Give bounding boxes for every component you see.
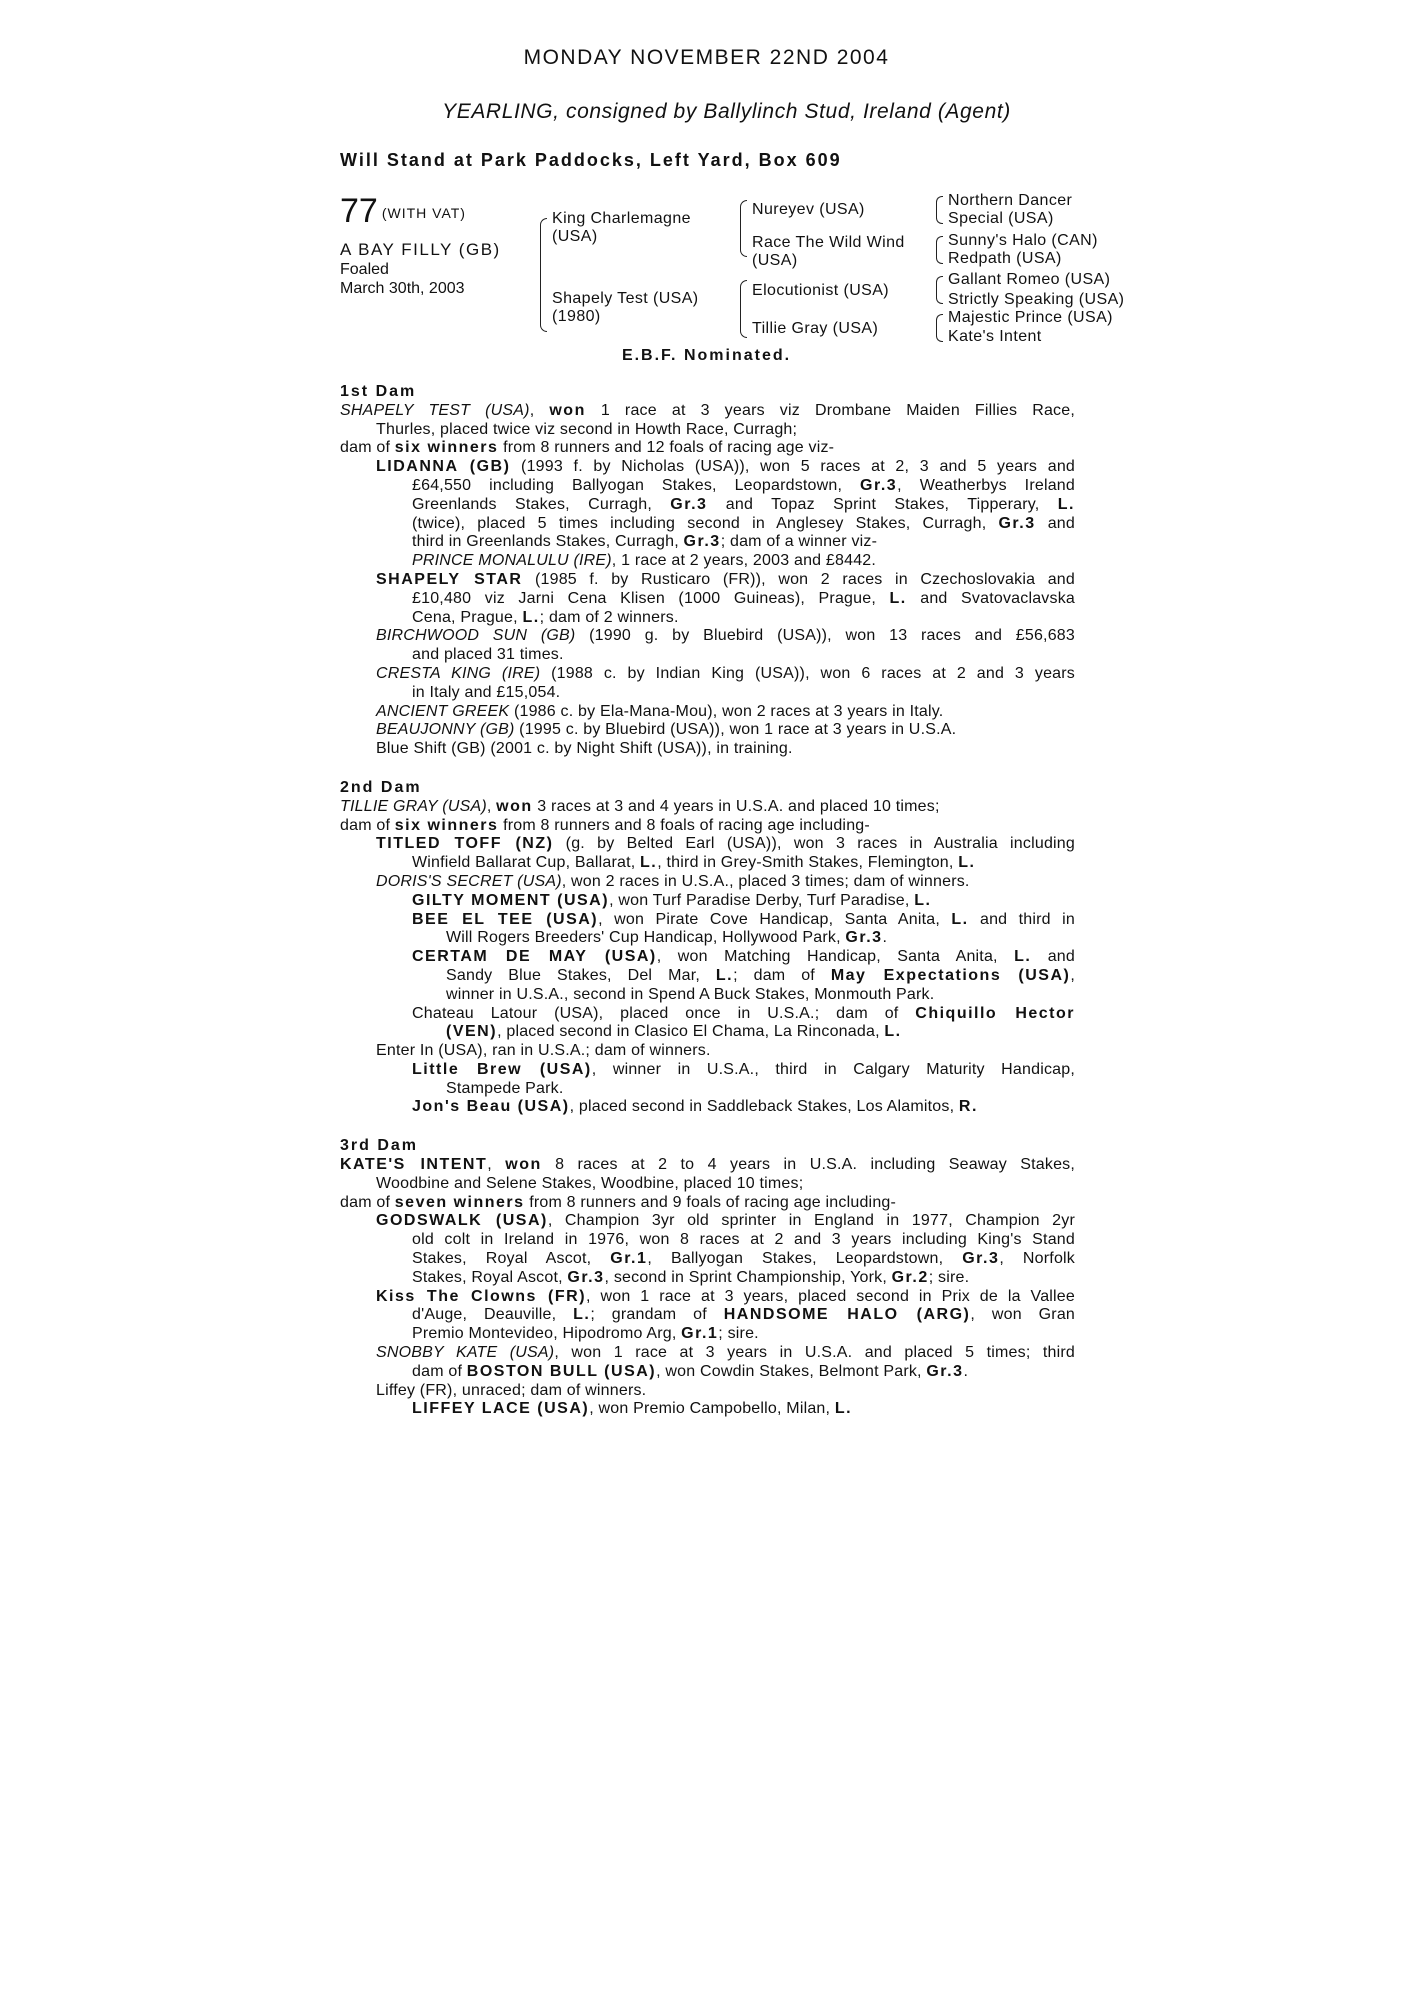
pedigree-line (340, 929, 1075, 948)
bold-text: GODSWALK (USA) (376, 1212, 548, 1230)
text-run: from 8 runners and 12 foals of racing age viz- (498, 439, 835, 457)
text-run: Cena, Prague, (412, 608, 523, 626)
pedigree-line (340, 1042, 1075, 1061)
bold-text: L. (951, 910, 969, 928)
bold-text: Gr.3 (845, 929, 883, 947)
sire-origin: (USA) (552, 228, 598, 245)
text-run: in Italy and £15,054. (412, 683, 561, 701)
pedigree-brace (540, 218, 547, 332)
bold-text: HANDSOME HALO (ARG) (723, 1306, 971, 1324)
bold-text: Gr.3 (670, 495, 708, 513)
bold-text: KATE'S INTENT (340, 1156, 488, 1174)
italic-text: SHAPELY TEST (USA) (340, 401, 530, 419)
text-run: dam of (340, 439, 395, 457)
bold-text: L. (573, 1306, 591, 1324)
text-run: , won Matching Handicap, Santa Anita, (656, 948, 1015, 966)
text-run: , Ballyogan Stakes, Leopardstown, (647, 1250, 963, 1268)
bold-text: SHAPELY STAR (376, 570, 523, 588)
pedigree-line (340, 1061, 1075, 1080)
pedigree-line (340, 721, 1075, 740)
pedigree-line (340, 1231, 1075, 1250)
text-run: from 8 runners and 8 foals of racing age including- (498, 816, 870, 834)
pedigree-line (340, 1363, 1075, 1382)
bold-text: May Expectations (USA) (830, 966, 1071, 984)
dam-section (340, 383, 1075, 759)
ebf-nominated: E.B.F. Nominated. (621, 347, 792, 364)
italic-text: ANCIENT GREEK (376, 702, 510, 720)
bold-text: CERTAM DE MAY (USA) (412, 948, 657, 966)
pedigree-line (340, 703, 1075, 722)
pedigree-line (340, 892, 1075, 911)
bold-text: TITLED TOFF (NZ) (376, 835, 554, 853)
pedigree-brace (936, 314, 943, 342)
text-run: dam of (412, 1362, 467, 1380)
pedigree-line (340, 1080, 1075, 1099)
text-run: Thurles, placed twice viz second in Howth Race, Curragh; (376, 420, 798, 438)
text-run: (1990 g. by Bluebird (USA)), won 13 races and £56,683 (575, 627, 1075, 645)
text-run: Liffey (FR), unraced; dam of winners. (376, 1381, 647, 1399)
text-run: and third in (968, 910, 1076, 928)
bold-text: won (496, 797, 533, 815)
bold-text: GILTY MOMENT (USA) (412, 891, 610, 909)
text-run: (1986 c. by Ela-Mana-Mou), won 2 races at 3 years in Italy. (509, 702, 944, 720)
consignment-line: YEARLING, consigned by Ballylinch Stud, Ireland (Agent) (442, 100, 1011, 123)
bold-text: seven winners (394, 1193, 525, 1211)
pedigree-line (340, 571, 1075, 590)
italic-text: SNOBBY KATE (USA) (376, 1344, 555, 1362)
pedigree-line (340, 854, 1075, 873)
text-run: and Topaz Sprint Stakes, Tipperary, (707, 495, 1058, 513)
text-run: ; dam of (733, 966, 831, 984)
text-run: Woodbine and Selene Stakes, Woodbine, placed 10 times; (376, 1174, 804, 1192)
bold-text: Gr.3 (860, 476, 898, 494)
pedigree-line (340, 798, 1075, 817)
text-run: 1 race at 3 years viz Drombane Maiden Fillies Race, (585, 401, 1075, 419)
dam-year: (1980) (552, 308, 601, 325)
text-run: , Norfolk (999, 1250, 1076, 1268)
pedigree-brace (740, 280, 747, 338)
bold-text: R. (958, 1098, 978, 1116)
dam-name: Shapely Test (USA) (552, 290, 699, 307)
text-run: , (1070, 966, 1075, 984)
bold-text: L. (1014, 948, 1032, 966)
italic-text: BEAUJONNY (GB) (376, 721, 515, 739)
sire-name: King Charlemagne (552, 210, 691, 227)
text-run: , second in Sprint Championship, York, (604, 1268, 892, 1286)
text-run: , (487, 1156, 506, 1174)
text-run: (twice), placed 5 times including second in Anglesey Stakes, Curragh, (412, 514, 999, 532)
pedigree-line (340, 1098, 1075, 1117)
pedigree-line (340, 609, 1075, 628)
foaled-date: March 30th, 2003 (340, 280, 465, 297)
text-run: ; dam of 2 winners. (539, 608, 679, 626)
pedigree-g3: Gallant Romeo (USA) (948, 271, 1111, 288)
text-run: Stampede Park. (446, 1079, 564, 1097)
text-run: , Weatherbys Ireland (897, 476, 1075, 494)
lot-number-block (340, 192, 466, 231)
pedigree-g3: Special (USA) (948, 210, 1054, 227)
text-run: Stakes, Royal Ascot, (412, 1250, 611, 1268)
text-run: , placed second in Clasico El Chama, La Rinconada, (497, 1023, 885, 1041)
text-run: (1988 c. by Indian King (USA)), won 6 races at 2 and 3 years (540, 664, 1075, 682)
pedigree-g3: Kate's Intent (948, 328, 1042, 345)
bold-text: (VEN) (446, 1023, 498, 1041)
foaled-label: Foaled (340, 261, 389, 278)
bold-text: Gr.2 (891, 1268, 929, 1286)
text-run: winner in U.S.A., second in Spend A Buck Stakes, Monmouth Park. (446, 985, 935, 1003)
bold-text: Gr.3 (998, 514, 1036, 532)
bold-text: Gr.3 (567, 1268, 605, 1286)
pedigree-sire-dam (752, 234, 905, 270)
pedigree-dam-dam: Tillie Gray (USA) (752, 320, 879, 337)
bold-text: six winners (394, 816, 499, 834)
text-run: , won Pirate Cove Handicap, Santa Anita, (598, 910, 952, 928)
bold-text: BOSTON BULL (USA) (466, 1362, 657, 1380)
pedigree-line (340, 1325, 1075, 1344)
bold-text: six winners (394, 439, 499, 457)
bold-text: Gr.3 (926, 1362, 964, 1380)
text-run: , (486, 797, 497, 815)
bold-text: L. (889, 589, 907, 607)
text-run: d'Auge, Deauville, (412, 1306, 574, 1324)
text-run: dam of (340, 1193, 395, 1211)
text-run: Winfield Ballarat Cup, Ballarat, (412, 854, 641, 872)
bold-text: won (549, 401, 586, 419)
text-run: , won Premio Campobello, Milan, (589, 1400, 835, 1418)
text-run: dam of (340, 816, 395, 834)
pedigree-line (340, 911, 1075, 930)
text-run: Chateau Latour (USA), placed once in U.S.A.; dam of (412, 1004, 916, 1022)
text-run: , won Gran (970, 1306, 1076, 1324)
text-run: (1993 f. by Nicholas (USA)), won 5 races at 2, 3 and 5 years and (510, 458, 1076, 476)
pedigree-line (340, 1288, 1075, 1307)
sire-dam-origin: (USA) (752, 252, 798, 269)
italic-text: CRESTA KING (IRE) (376, 664, 541, 682)
text-run: and placed 31 times. (412, 646, 564, 664)
text-run: , won 1 race at 3 years in U.S.A. and placed 5 times; third (554, 1344, 1075, 1362)
text-run: , third in Grey-Smith Stakes, Flemington, (657, 854, 959, 872)
pedigree-line (340, 684, 1075, 703)
text-run: and (1035, 514, 1075, 532)
text-run: , won 2 races in U.S.A., placed 3 times; dam of winners. (561, 872, 970, 890)
pedigree-dam (552, 290, 699, 326)
text-run: , won 1 race at 3 years, placed second in Prix de la Vallee (586, 1287, 1076, 1305)
bold-text: L. (1057, 495, 1075, 513)
text-run: , winner in U.S.A., third in Calgary Maturity Handicap, (591, 1060, 1075, 1078)
pedigree-line (340, 1306, 1075, 1325)
pedigree-line (340, 1400, 1075, 1419)
dam-section (340, 1137, 1075, 1419)
bold-text: L. (522, 608, 540, 626)
text-run: Stakes, Royal Ascot, (412, 1268, 568, 1286)
bold-text: L. (834, 1400, 853, 1418)
text-run: and (1031, 948, 1075, 966)
pedigree-line (340, 477, 1075, 496)
bold-text: Gr.1 (610, 1250, 648, 1268)
pedigree-line (340, 402, 1075, 421)
bold-text: L. (884, 1023, 902, 1041)
pedigree-sire (552, 210, 691, 246)
text-run: (1985 f. by Rusticaro (FR)), won 2 races in Czechoslovakia and (522, 570, 1076, 588)
pedigree-line (340, 1194, 1075, 1213)
pedigree-line (340, 1382, 1075, 1401)
italic-text: TILLIE GRAY (USA) (340, 797, 487, 815)
text-run: and Svatovaclavska (906, 589, 1075, 607)
bold-text: BEE EL TEE (USA) (412, 910, 599, 928)
pedigree-brace (936, 276, 943, 304)
pedigree-g3: Majestic Prince (USA) (948, 309, 1113, 326)
text-run: from 8 runners and 9 foals of racing age including- (524, 1193, 897, 1211)
text-run: , Champion 3yr old sprinter in England in 1977, Champion 2yr (547, 1212, 1075, 1230)
sale-date: MONDAY NOVEMBER 22ND 2004 (523, 46, 890, 69)
bold-text: Little Brew (USA) (412, 1060, 592, 1078)
pedigree-g3: Northern Dancer (948, 192, 1073, 209)
text-run: Enter In (USA), ran in U.S.A.; dam of winners. (376, 1042, 711, 1060)
pedigree-line (340, 873, 1075, 892)
pedigree-line (340, 1269, 1075, 1288)
pedigree-line (340, 627, 1075, 646)
pedigree-line (340, 986, 1075, 1005)
pedigree-line (340, 1005, 1075, 1024)
text-run: , (529, 401, 550, 419)
pedigree-g3: Sunny's Halo (CAN) (948, 232, 1098, 249)
horse-description: A BAY FILLY (GB) (340, 240, 501, 259)
text-run: ; sire. (928, 1268, 970, 1286)
pedigree-line (340, 533, 1075, 552)
pedigree-line (340, 552, 1075, 571)
pedigree-line (340, 948, 1075, 967)
pedigree-g3: Strictly Speaking (USA) (948, 291, 1125, 308)
text-run: , won Turf Paradise Derby, Turf Paradise, (609, 891, 915, 909)
bold-text: Jon's Beau (USA) (412, 1098, 570, 1116)
catalogue-body (340, 383, 1075, 1419)
pedigree-line (340, 515, 1075, 534)
text-run: 8 races at 2 to 4 years in U.S.A. including Seaway Stakes, (541, 1156, 1076, 1174)
text-run: Sandy Blue Stakes, Del Mar, (446, 966, 716, 984)
bold-text: Kiss The Clowns (FR) (376, 1287, 587, 1305)
text-run: , 1 race at 2 years, 2003 and £8442. (611, 552, 877, 570)
pedigree-line (340, 1250, 1075, 1269)
pedigree-brace (936, 236, 943, 264)
pedigree-line (340, 1344, 1075, 1363)
pedigree-line (340, 1156, 1075, 1175)
section-heading: 2nd Dam (340, 778, 422, 796)
bold-text: won (505, 1156, 542, 1174)
text-run: Premio Montevideo, Hipodromo Arg, (412, 1325, 682, 1343)
pedigree-line (340, 665, 1075, 684)
pedigree-line (340, 496, 1075, 515)
text-run: , placed second in Saddleback Stakes, Los Alamitos, (569, 1098, 959, 1116)
section-heading: 1st Dam (340, 383, 417, 400)
pedigree-line (340, 458, 1075, 477)
bold-text: L. (958, 854, 976, 872)
bold-text: Gr.3 (683, 533, 721, 551)
italic-text: DORIS'S SECRET (USA) (376, 872, 562, 890)
text-run: ; sire. (718, 1325, 759, 1343)
vat-note: (WITH VAT) (381, 205, 466, 222)
pedigree-dam-sire: Elocutionist (USA) (752, 282, 890, 299)
pedigree-line (340, 439, 1075, 458)
text-run: . (963, 1362, 969, 1380)
text-run: ; dam of a winner viz- (720, 533, 878, 551)
text-run: (1995 c. by Bluebird (USA)), won 1 race at 3 years in U.S.A. (514, 721, 957, 739)
pedigree-line (340, 1175, 1075, 1194)
bold-text: Gr.1 (681, 1325, 719, 1343)
text-run: £64,550 including Ballyogan Stakes, Leopardstown, (412, 476, 861, 494)
bold-text: L. (715, 966, 734, 984)
pedigree-sire-sire: Nureyev (USA) (752, 201, 865, 218)
lot-number: 77 (340, 192, 378, 230)
bold-text: L. (640, 854, 658, 872)
text-run: 3 races at 3 and 4 years in U.S.A. and placed 10 times; (532, 797, 940, 815)
section-heading: 3rd Dam (340, 1137, 419, 1155)
text-run: ; grandam of (590, 1306, 724, 1324)
sire-dam-name: Race The Wild Wind (752, 234, 905, 251)
pedigree-line (340, 1212, 1075, 1231)
text-run: £10,480 viz Jarni Cena Klisen (1000 Guineas), Prague, (412, 589, 890, 607)
text-run: old colt in Ireland in 1976, won 8 races at 2 and 3 years including King's Stand (412, 1231, 1075, 1249)
bold-text: L. (914, 891, 932, 909)
pedigree-line (340, 421, 1075, 440)
pedigree-line (340, 646, 1075, 665)
bold-text: LIFFEY LACE (USA) (412, 1400, 590, 1418)
dam-section (340, 779, 1075, 1117)
pedigree-line (340, 740, 1075, 759)
pedigree-brace (740, 200, 747, 257)
text-run: Will Rogers Breeders' Cup Handicap, Hollywood Park, (446, 929, 846, 947)
stand-location: Will Stand at Park Paddocks, Left Yard, Box 609 (340, 150, 842, 170)
italic-text: BIRCHWOOD SUN (GB) (376, 627, 576, 645)
bold-text: Chiquillo Hector (915, 1004, 1075, 1022)
text-run: , won Cowdin Stakes, Belmont Park, (656, 1362, 927, 1380)
pedigree-line (340, 817, 1075, 836)
text-run: (g. by Belted Earl (USA)), won 3 races in Australia including (553, 835, 1075, 853)
pedigree-g3: Redpath (USA) (948, 250, 1062, 267)
pedigree-line (340, 967, 1075, 986)
bold-text: LIDANNA (GB) (376, 458, 511, 476)
italic-text: PRINCE MONALULU (IRE) (412, 552, 612, 570)
pedigree-line (340, 835, 1075, 854)
text-run: . (882, 929, 888, 947)
text-run: third in Greenlands Stakes, Curragh, (412, 533, 684, 551)
pedigree-line (340, 1023, 1075, 1042)
pedigree-brace (936, 196, 943, 224)
text-run: Blue Shift (GB) (2001 c. by Night Shift (USA)), in training. (376, 740, 793, 758)
text-run: Greenlands Stakes, Curragh, (412, 495, 671, 513)
pedigree-line (340, 590, 1075, 609)
bold-text: Gr.3 (962, 1250, 1000, 1268)
